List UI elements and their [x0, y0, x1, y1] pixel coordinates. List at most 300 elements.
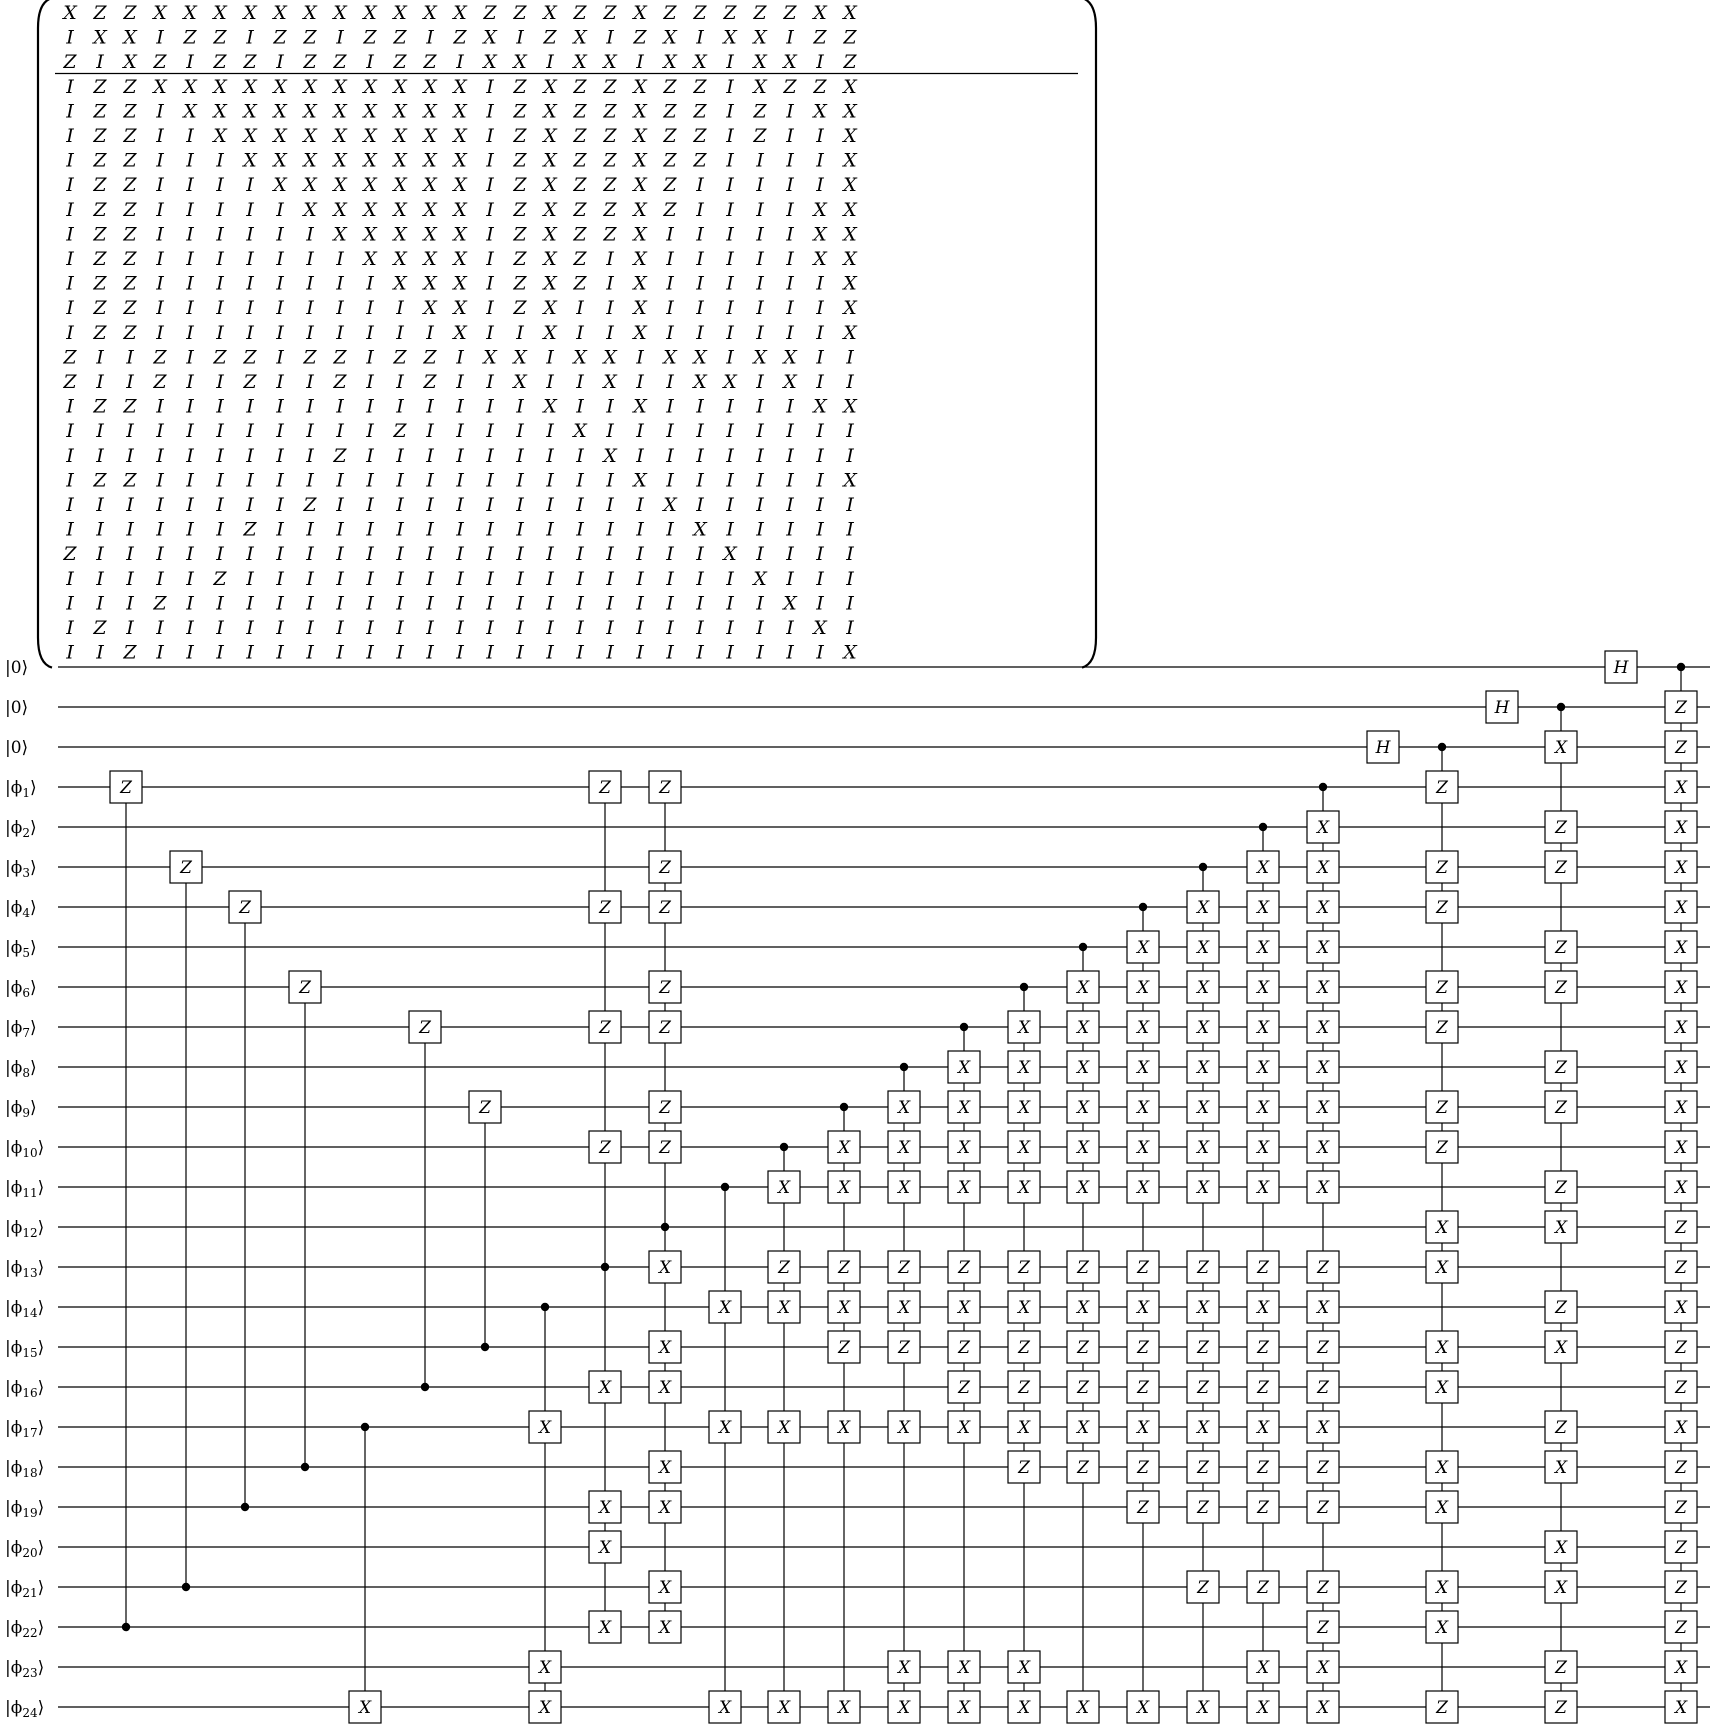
- matrix-entry: X: [843, 469, 857, 492]
- matrix-entry: Z: [603, 149, 617, 172]
- matrix-entry: I: [156, 149, 164, 172]
- svg-text:Z: Z: [1197, 1338, 1209, 1358]
- matrix-entry: I: [696, 617, 704, 639]
- matrix-entry: Z: [693, 75, 707, 98]
- gate-x: [1307, 1291, 1339, 1323]
- svg-text:X: X: [1316, 938, 1330, 958]
- matrix-entry: I: [336, 395, 344, 418]
- matrix-entry: Z: [93, 198, 107, 221]
- matrix-entry: I: [666, 395, 674, 418]
- matrix-entry: I: [666, 248, 674, 270]
- matrix-entry: I: [126, 518, 134, 541]
- matrix-entry: I: [636, 567, 644, 590]
- gate-x: [948, 1051, 980, 1083]
- gate-x: [1307, 1171, 1339, 1203]
- matrix-entry: I: [366, 494, 374, 516]
- matrix-entry: I: [486, 272, 494, 295]
- gate-x: [589, 1491, 621, 1523]
- matrix-entry: I: [336, 592, 344, 615]
- svg-text:X: X: [658, 1578, 672, 1598]
- svg-text:X: X: [1256, 1058, 1270, 1078]
- svg-text:X: X: [658, 1258, 672, 1278]
- matrix-entry: Z: [393, 420, 407, 443]
- matrix-entry: I: [576, 641, 584, 664]
- matrix-entry: I: [576, 494, 584, 516]
- matrix-entry: Z: [783, 75, 797, 98]
- matrix-entry: Z: [93, 75, 107, 98]
- matrix-entry: X: [633, 2, 647, 24]
- matrix-entry: I: [666, 444, 674, 467]
- matrix-entry: X: [453, 149, 467, 172]
- matrix-entry: I: [366, 444, 374, 467]
- matrix-entry: X: [453, 100, 467, 123]
- svg-text:Z: Z: [1077, 1378, 1089, 1398]
- matrix-entry: I: [276, 272, 284, 295]
- matrix-entry: X: [453, 125, 467, 147]
- svg-text:Z: Z: [659, 778, 671, 798]
- svg-text:X: X: [837, 1298, 851, 1318]
- matrix-entry: Z: [573, 248, 587, 270]
- matrix-entry: X: [543, 248, 557, 270]
- gate-x: [1247, 1411, 1279, 1443]
- matrix-entry: I: [426, 494, 434, 516]
- svg-text:X: X: [1136, 1058, 1150, 1078]
- matrix-entry: I: [366, 272, 374, 295]
- matrix-entry: I: [186, 297, 194, 320]
- matrix-entry: I: [156, 223, 164, 246]
- matrix-entry: I: [486, 518, 494, 541]
- matrix-entry: X: [183, 75, 197, 98]
- matrix-entry: I: [66, 518, 74, 541]
- matrix-entry: I: [846, 617, 854, 639]
- svg-text:X: X: [777, 1698, 791, 1718]
- gate-x: [1545, 731, 1577, 763]
- gate-z: [1426, 1011, 1458, 1043]
- matrix-entry: I: [666, 297, 674, 320]
- svg-text:X: X: [1674, 1058, 1688, 1078]
- svg-text:Z: Z: [1317, 1258, 1329, 1278]
- matrix-entry: I: [726, 321, 734, 344]
- svg-text:X: X: [1435, 1578, 1449, 1598]
- svg-text:Z: Z: [898, 1338, 910, 1358]
- gate-x: [1008, 1171, 1040, 1203]
- matrix-entry: I: [486, 617, 494, 639]
- svg-text:Z: Z: [1675, 1538, 1687, 1558]
- gate-z: [110, 771, 142, 803]
- matrix-entry: Z: [513, 198, 527, 221]
- matrix-entry: X: [483, 346, 497, 369]
- matrix-entry: X: [393, 125, 407, 147]
- matrix-entry: X: [363, 198, 377, 221]
- matrix-entry: I: [786, 518, 794, 541]
- svg-text:X: X: [1674, 1018, 1688, 1038]
- svg-text:Z: Z: [1555, 1298, 1567, 1318]
- matrix-entry: X: [363, 149, 377, 172]
- matrix-entry: I: [576, 469, 584, 492]
- svg-text:Z: Z: [1675, 1378, 1687, 1398]
- matrix-entry: I: [546, 420, 554, 443]
- svg-text:Z: Z: [1018, 1458, 1030, 1478]
- gate-x: [1307, 851, 1339, 883]
- matrix-entry: I: [696, 321, 704, 344]
- matrix-entry: X: [423, 75, 437, 98]
- gate-x: [1426, 1491, 1458, 1523]
- matrix-entry: I: [546, 641, 554, 664]
- matrix-entry: I: [786, 100, 794, 123]
- svg-text:X: X: [718, 1418, 732, 1438]
- matrix-entry: I: [636, 371, 644, 393]
- matrix-entry: X: [543, 395, 557, 418]
- gate-z: [1187, 1251, 1219, 1283]
- gate-x: [1247, 931, 1279, 963]
- gate-x: [1127, 1011, 1159, 1043]
- matrix-entry: Z: [213, 51, 227, 74]
- svg-text:Z: Z: [1137, 1258, 1149, 1278]
- matrix-entry: X: [363, 223, 377, 246]
- matrix-entry: I: [576, 518, 584, 541]
- matrix-entry: X: [663, 26, 677, 49]
- matrix-entry: I: [396, 395, 404, 418]
- matrix-entry: X: [543, 125, 557, 147]
- gate-x: [349, 1691, 381, 1723]
- matrix-entry: Z: [303, 51, 317, 74]
- control-dot: [481, 1343, 489, 1351]
- svg-text:Z: Z: [1197, 1578, 1209, 1598]
- svg-text:Z: Z: [1317, 1498, 1329, 1518]
- matrix-entry: I: [186, 444, 194, 467]
- svg-text:X: X: [1017, 1098, 1031, 1118]
- gate-z: [1127, 1251, 1159, 1283]
- matrix-entry: I: [456, 444, 464, 467]
- matrix-entry: I: [426, 444, 434, 467]
- svg-text:X: X: [538, 1658, 552, 1678]
- svg-text:X: X: [1435, 1458, 1449, 1478]
- matrix-entry: I: [66, 469, 74, 492]
- svg-text:X: X: [1017, 1298, 1031, 1318]
- svg-text:X: X: [718, 1698, 732, 1718]
- matrix-entry: I: [366, 51, 374, 74]
- matrix-entry: I: [336, 567, 344, 590]
- svg-text:Z: Z: [1197, 1378, 1209, 1398]
- matrix-entry: I: [546, 444, 554, 467]
- gate-z: [1008, 1371, 1040, 1403]
- matrix-entry: I: [816, 125, 824, 147]
- matrix-entry: I: [756, 469, 764, 492]
- matrix-entry: I: [306, 444, 314, 467]
- svg-text:H: H: [1375, 738, 1391, 758]
- matrix-entry: I: [156, 395, 164, 418]
- gate-z: [1127, 1331, 1159, 1363]
- matrix-entry: I: [726, 198, 734, 221]
- matrix-entry: I: [786, 248, 794, 270]
- gate-x: [1665, 1131, 1697, 1163]
- matrix-entry: I: [366, 567, 374, 590]
- gate-z: [1545, 1411, 1577, 1443]
- gate-x: [1247, 1691, 1279, 1723]
- svg-text:X: X: [1435, 1258, 1449, 1278]
- gate-x: [1067, 1131, 1099, 1163]
- matrix-entry: Z: [93, 100, 107, 123]
- gate-x: [1545, 1531, 1577, 1563]
- svg-text:X: X: [1435, 1618, 1449, 1638]
- svg-text:Z: Z: [1317, 1618, 1329, 1638]
- matrix-entry: I: [276, 198, 284, 221]
- gate-x: [1426, 1611, 1458, 1643]
- gate-z: [1545, 851, 1577, 883]
- matrix-entry: I: [606, 395, 614, 418]
- matrix-entry: X: [393, 223, 407, 246]
- svg-text:Z: Z: [1555, 1658, 1567, 1678]
- matrix-entry: I: [306, 641, 314, 664]
- gate-z: [1545, 1691, 1577, 1723]
- matrix-entry: I: [246, 395, 254, 418]
- control-dot: [421, 1383, 429, 1391]
- gate-x: [1665, 1011, 1697, 1043]
- matrix-entry: Z: [333, 51, 347, 74]
- gate-x: [1008, 1691, 1040, 1723]
- svg-text:Z: Z: [1077, 1258, 1089, 1278]
- svg-text:X: X: [1674, 1098, 1688, 1118]
- matrix-entry: I: [66, 567, 74, 590]
- matrix-entry: I: [66, 149, 74, 172]
- svg-text:X: X: [957, 1138, 971, 1158]
- matrix-entry: I: [486, 198, 494, 221]
- svg-text:Z: Z: [1675, 1338, 1687, 1358]
- matrix-entry: I: [546, 346, 554, 369]
- matrix-entry: I: [246, 198, 254, 221]
- gate-x: [529, 1411, 561, 1443]
- wire-label: $|\phi_{17}⟩$: [5, 1418, 45, 1440]
- matrix-entry: I: [366, 297, 374, 320]
- svg-text:Z: Z: [419, 1018, 431, 1038]
- matrix-entry: X: [633, 395, 647, 418]
- matrix-entry: I: [486, 75, 494, 98]
- encoding-circuit: [5, 651, 1710, 1723]
- matrix-entry: I: [246, 321, 254, 344]
- matrix-entry: I: [486, 371, 494, 393]
- svg-text:X: X: [897, 1138, 911, 1158]
- matrix-entry: X: [813, 223, 827, 246]
- gate-x: [1426, 1251, 1458, 1283]
- svg-text:X: X: [1017, 1138, 1031, 1158]
- matrix-entry: I: [366, 346, 374, 369]
- matrix-entry: Z: [333, 444, 347, 467]
- svg-text:Z: Z: [778, 1258, 790, 1278]
- matrix-entry: I: [126, 444, 134, 467]
- svg-text:Z: Z: [958, 1258, 970, 1278]
- matrix-entry: Z: [573, 272, 587, 295]
- matrix-entry: I: [786, 272, 794, 295]
- matrix-entry: I: [606, 272, 614, 295]
- matrix-entry: Z: [123, 223, 137, 246]
- gate-x: [1127, 1411, 1159, 1443]
- matrix-entry: X: [603, 371, 617, 393]
- matrix-entry: I: [456, 617, 464, 639]
- matrix-entry: Z: [573, 198, 587, 221]
- matrix-entry: X: [663, 494, 677, 516]
- matrix-entry: I: [186, 567, 194, 590]
- matrix-entry: I: [516, 321, 524, 344]
- matrix-entry: I: [726, 395, 734, 418]
- gate-z: [589, 1131, 621, 1163]
- gate-z: [649, 891, 681, 923]
- matrix-entry: I: [186, 518, 194, 541]
- matrix-entry: X: [573, 26, 587, 49]
- matrix-entry: X: [153, 75, 167, 98]
- svg-text:X: X: [1316, 1178, 1330, 1198]
- right-parenthesis: [1082, 0, 1096, 668]
- matrix-entry: X: [633, 297, 647, 320]
- gate-x: [1187, 891, 1219, 923]
- matrix-entry: Z: [663, 174, 677, 197]
- matrix-entry: I: [156, 494, 164, 516]
- matrix-entry: I: [486, 395, 494, 418]
- matrix-entry: Z: [93, 395, 107, 418]
- matrix-entry: I: [696, 26, 704, 49]
- matrix-entry: I: [246, 272, 254, 295]
- matrix-entry: Z: [123, 272, 137, 295]
- gate-x: [709, 1691, 741, 1723]
- gate-z: [1665, 1531, 1697, 1563]
- matrix-entry: I: [246, 444, 254, 467]
- matrix-entry: I: [786, 198, 794, 221]
- gate-z: [1247, 1571, 1279, 1603]
- svg-text:X: X: [1136, 1098, 1150, 1118]
- svg-text:X: X: [1076, 1058, 1090, 1078]
- matrix-entry: X: [333, 2, 347, 24]
- matrix-entry: Z: [93, 617, 107, 639]
- matrix-entry: I: [546, 51, 554, 74]
- matrix-entry: Z: [813, 75, 827, 98]
- gate-z: [1426, 1131, 1458, 1163]
- matrix-entry: I: [816, 543, 824, 566]
- matrix-entry: I: [156, 174, 164, 197]
- matrix-entry: I: [786, 494, 794, 516]
- matrix-entry: X: [453, 223, 467, 246]
- matrix-entry: I: [246, 494, 254, 516]
- gate-x: [1067, 1411, 1099, 1443]
- svg-text:X: X: [897, 1298, 911, 1318]
- svg-text:X: X: [1136, 1138, 1150, 1158]
- svg-text:Z: Z: [599, 1018, 611, 1038]
- matrix-entry: Z: [93, 174, 107, 197]
- matrix-entry: Z: [573, 125, 587, 147]
- wire-label: $|\phi_{14}⟩$: [5, 1298, 45, 1320]
- matrix-entry: I: [156, 198, 164, 221]
- svg-text:Z: Z: [599, 1138, 611, 1158]
- svg-text:Z: Z: [239, 898, 251, 918]
- matrix-entry: X: [843, 125, 857, 147]
- matrix-entry: Z: [243, 371, 257, 393]
- gate-x: [649, 1451, 681, 1483]
- matrix-entry: I: [366, 395, 374, 418]
- svg-text:X: X: [1316, 898, 1330, 918]
- matrix-entry: I: [846, 567, 854, 590]
- matrix-entry: I: [246, 223, 254, 246]
- matrix-entry: X: [423, 174, 437, 197]
- matrix-entry: X: [453, 272, 467, 295]
- matrix-entry: Z: [543, 26, 557, 49]
- gate-x: [1665, 1051, 1697, 1083]
- matrix-entry: I: [96, 543, 104, 566]
- matrix-entry: Z: [663, 149, 677, 172]
- gate-x: [768, 1291, 800, 1323]
- matrix-entry: I: [66, 223, 74, 246]
- matrix-entry: X: [753, 26, 767, 49]
- matrix-entry: X: [423, 2, 437, 24]
- svg-text:X: X: [837, 1138, 851, 1158]
- svg-text:Z: Z: [1436, 898, 1448, 918]
- svg-text:Z: Z: [1317, 1458, 1329, 1478]
- gate-z: [1247, 1491, 1279, 1523]
- gate-z: [1665, 1211, 1697, 1243]
- gate-x: [948, 1291, 980, 1323]
- matrix-entry: I: [726, 567, 734, 590]
- matrix-entry: X: [633, 149, 647, 172]
- svg-text:Z: Z: [1555, 1058, 1567, 1078]
- svg-text:X: X: [957, 1658, 971, 1678]
- svg-text:X: X: [1674, 1178, 1688, 1198]
- matrix-entry: I: [756, 371, 764, 393]
- gate-x: [1307, 1051, 1339, 1083]
- svg-text:Z: Z: [1018, 1258, 1030, 1278]
- svg-text:Z: Z: [1675, 1618, 1687, 1638]
- matrix-entry: X: [813, 395, 827, 418]
- svg-text:X: X: [658, 1378, 672, 1398]
- matrix-entry: I: [666, 567, 674, 590]
- gate-x: [1067, 1171, 1099, 1203]
- matrix-entry: Z: [243, 518, 257, 541]
- matrix-entry: I: [396, 567, 404, 590]
- matrix-entry: I: [216, 420, 224, 443]
- svg-text:X: X: [1256, 898, 1270, 918]
- matrix-entry: I: [186, 543, 194, 566]
- wire-label: $|\phi_{21}⟩$: [5, 1578, 45, 1600]
- svg-text:Z: Z: [1436, 1138, 1448, 1158]
- matrix-entry: I: [186, 469, 194, 492]
- matrix-entry: I: [306, 223, 314, 246]
- matrix-entry: I: [606, 641, 614, 664]
- matrix-entry: X: [453, 297, 467, 320]
- matrix-entry: I: [306, 567, 314, 590]
- gate-z: [1307, 1491, 1339, 1523]
- matrix-entry: I: [246, 248, 254, 270]
- matrix-entry: I: [66, 321, 74, 344]
- matrix-entry: I: [486, 223, 494, 246]
- matrix-entry: I: [456, 567, 464, 590]
- matrix-entry: Z: [633, 26, 647, 49]
- svg-text:X: X: [1554, 1338, 1568, 1358]
- matrix-entry: I: [456, 543, 464, 566]
- matrix-entry: I: [186, 346, 194, 369]
- matrix-entry: Z: [813, 26, 827, 49]
- gate-x: [1665, 771, 1697, 803]
- matrix-entry: Z: [93, 2, 107, 24]
- matrix-entry: Z: [513, 223, 527, 246]
- gate-x: [1307, 971, 1339, 1003]
- matrix-entry: I: [426, 518, 434, 541]
- matrix-entry: I: [606, 617, 614, 639]
- control-dot: [840, 1103, 848, 1111]
- matrix-entry: X: [243, 75, 257, 98]
- matrix-entry: I: [276, 518, 284, 541]
- matrix-entry: I: [396, 321, 404, 344]
- wire-label: $|\phi_6⟩$: [5, 978, 37, 1000]
- matrix-entry: X: [243, 2, 257, 24]
- svg-text:X: X: [598, 1618, 612, 1638]
- matrix-entry: X: [783, 346, 797, 369]
- svg-text:X: X: [1316, 1698, 1330, 1718]
